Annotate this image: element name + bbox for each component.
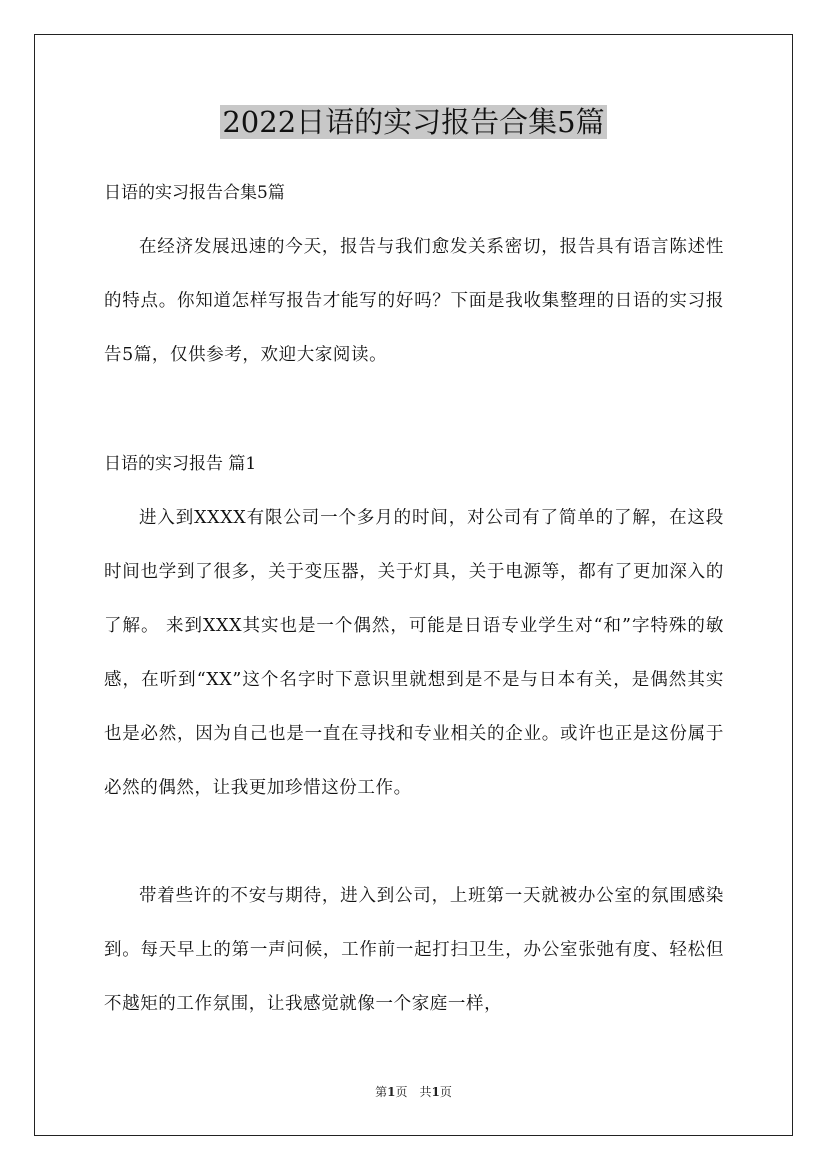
document-title-text: 2022日语的实习报告合集5篇	[222, 105, 605, 139]
footer-page-total: 1	[431, 1085, 440, 1099]
footer-total-suffix: 页	[439, 1085, 452, 1099]
document-title	[0, 100, 827, 144]
section-heading: 日语的实习报告 篇1	[104, 454, 257, 474]
document-subtitle: 日语的实习报告合集5篇	[104, 183, 285, 203]
body-paragraph-1: 进入到XXXX有限公司一个多月的时间，对公司有了简单的了解，在这段时间也学到了很多，关于变压器，关于灯具，关于电源等，都有了更加深入的了解。 来到XXX其实也是一个偶然，可能是日语专业学生对“和”字特殊的敏感，在听到“XX”这个名字时下意识里就想到是不是与日本有关，是偶然其实也是必然，因为自己也是一直在寻找和专业相关的企业。或许也正是这份属于必然的偶然，让我更加珍惜这份工作。	[104, 508, 724, 798]
page-footer	[0, 1084, 827, 1100]
footer-page-prefix: 第	[375, 1085, 388, 1099]
intro-paragraph: 在经济发展迅速的今天，报告与我们愈发关系密切，报告具有语言陈述性的特点。你知道怎样写报告才能写的好吗？下面是我收集整理的日语的实习报告5篇，仅供参考，欢迎大家阅读。	[104, 237, 724, 365]
body-paragraph-2: 带着些许的不安与期待，进入到公司，上班第一天就被办公室的氛围感染到。每天早上的第一声问候，工作前一起打扫卫生，办公室张弛有度、轻松但不越矩的工作氛围，让我感觉就像一个家庭一样，	[104, 886, 724, 1014]
footer-total-prefix: 共	[419, 1085, 432, 1099]
footer-page-suffix: 页	[395, 1085, 408, 1099]
footer-page-current: 1	[387, 1085, 396, 1099]
